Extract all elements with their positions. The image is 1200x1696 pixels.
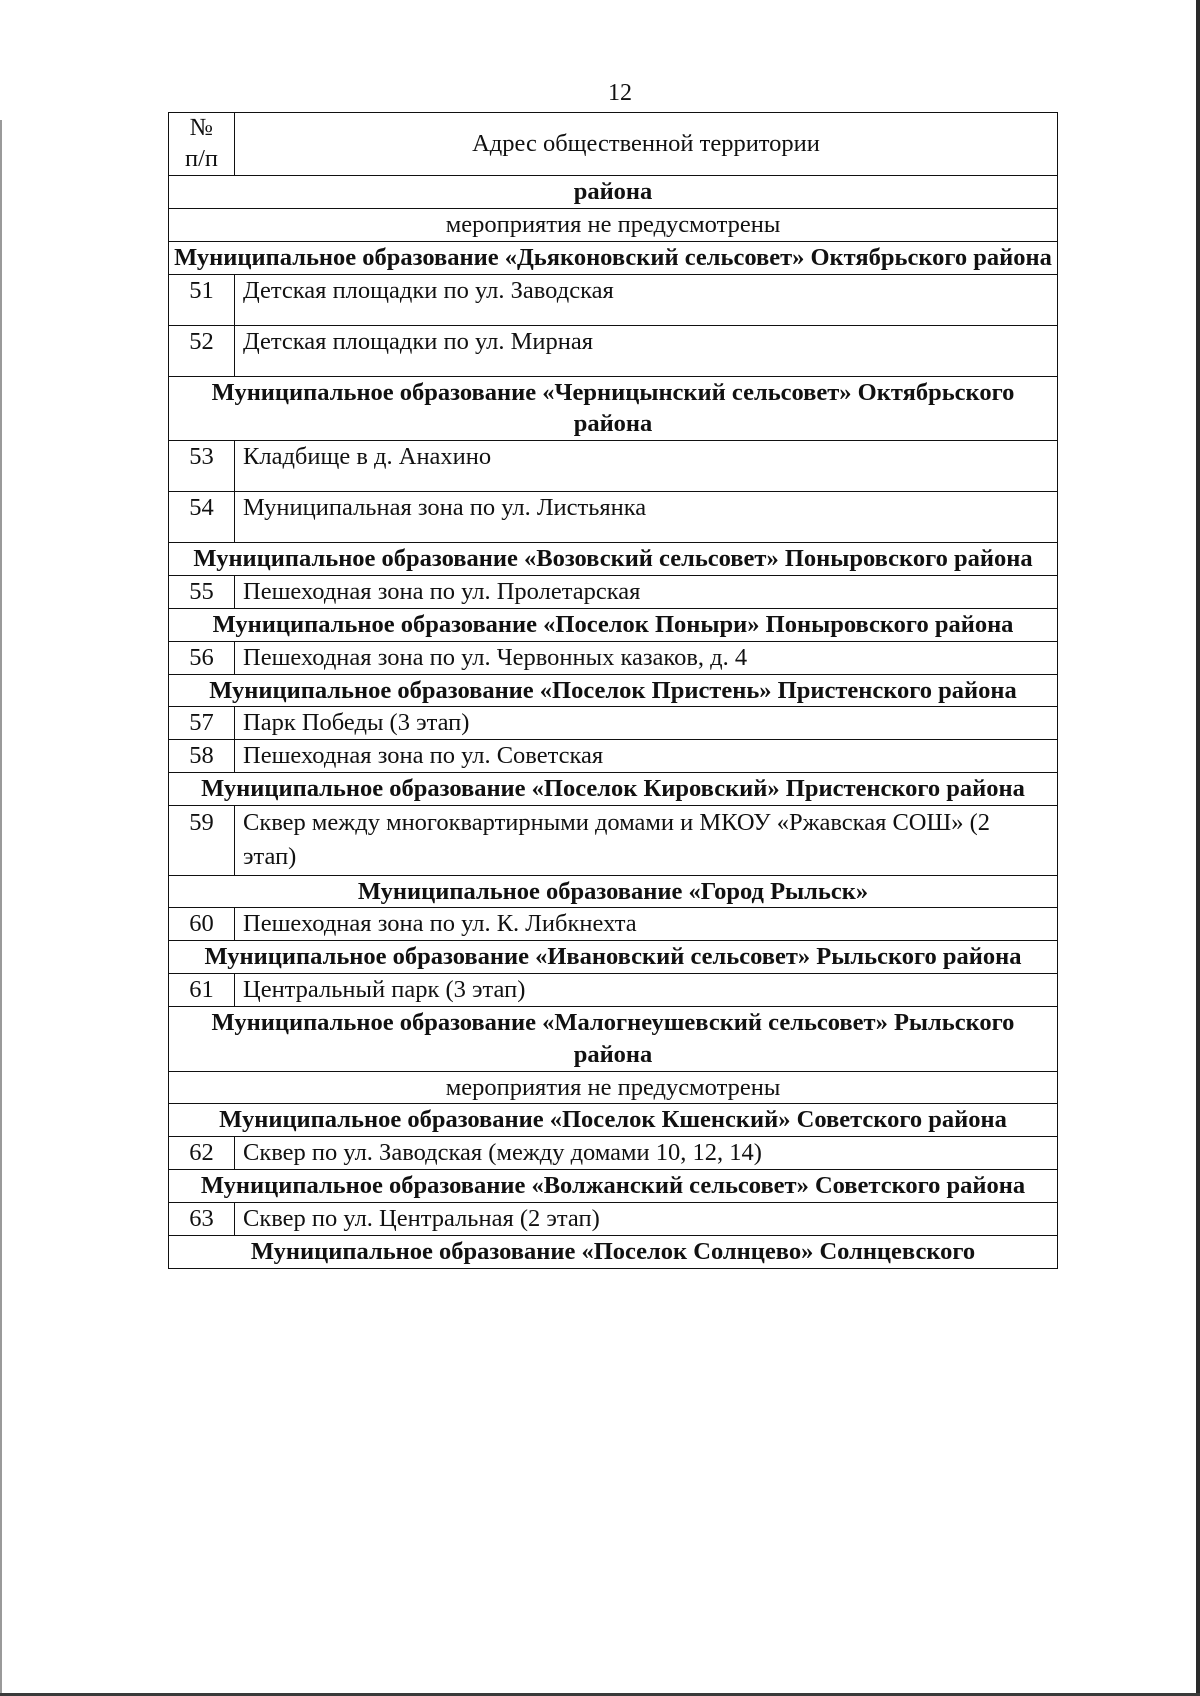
section-title: Муниципальное образование «Черницынский сельсовет» Октябрьского района	[169, 376, 1058, 441]
row-number: 51	[169, 274, 235, 325]
section-header-row	[169, 176, 1058, 209]
table-header-row	[169, 113, 1058, 176]
note-row	[169, 1071, 1058, 1104]
row-address: Пешеходная зона по ул. К. Либкнехта	[235, 908, 1058, 941]
row-number: 56	[169, 641, 235, 674]
table-row	[169, 492, 1058, 543]
section-title: Муниципальное образование «Малогнеушевский сельсовет» Рыльского района	[169, 1006, 1058, 1071]
note-text: мероприятия не предусмотрены	[169, 1071, 1058, 1104]
table-row	[169, 325, 1058, 376]
row-address: Пешеходная зона по ул. Советская	[235, 740, 1058, 773]
section-title: Муниципальное образование «Ивановский сельсовет» Рыльского района	[169, 941, 1058, 974]
note-text: мероприятия не предусмотрены	[169, 208, 1058, 241]
row-number: 57	[169, 707, 235, 740]
row-number: 54	[169, 492, 235, 543]
row-address: Пешеходная зона по ул. Пролетарская	[235, 576, 1058, 609]
section-title: Муниципальное образование «Город Рыльск»	[169, 875, 1058, 908]
row-address: Пешеходная зона по ул. Червонных казаков, д. 4	[235, 641, 1058, 674]
section-title: Муниципальное образование «Поселок Кировский» Пристенского района	[169, 773, 1058, 806]
note-row	[169, 208, 1058, 241]
row-address: Кладбище в д. Анахино	[235, 441, 1058, 492]
territories-table	[168, 112, 1058, 1269]
table-row	[169, 274, 1058, 325]
row-number: 58	[169, 740, 235, 773]
section-header-row	[169, 241, 1058, 274]
section-header-row	[169, 376, 1058, 441]
table-row	[169, 641, 1058, 674]
row-address: Муниципальная зона по ул. Листьянка	[235, 492, 1058, 543]
section-header-row	[169, 773, 1058, 806]
table-row	[169, 1137, 1058, 1170]
section-header-row	[169, 674, 1058, 707]
row-number: 53	[169, 441, 235, 492]
row-number: 60	[169, 908, 235, 941]
row-number: 62	[169, 1137, 235, 1170]
row-address: Сквер по ул. Заводская (между домами 10, 12, 14)	[235, 1137, 1058, 1170]
row-address: Центральный парк (3 этап)	[235, 974, 1058, 1007]
header-address-cell: Адрес общественной территории	[235, 113, 1058, 176]
table-row	[169, 1203, 1058, 1236]
row-address: Парк Победы (3 этап)	[235, 707, 1058, 740]
section-header-row	[169, 1006, 1058, 1071]
section-header-row	[169, 941, 1058, 974]
section-title: Муниципальное образование «Возовский сельсовет» Поныровского района	[169, 543, 1058, 576]
table-row	[169, 805, 1058, 875]
row-number: 55	[169, 576, 235, 609]
section-title: Муниципальное образование «Поселок Кшенский» Советского района	[169, 1104, 1058, 1137]
table-row	[169, 908, 1058, 941]
table-row	[169, 707, 1058, 740]
row-address: Детская площадки по ул. Мирная	[235, 325, 1058, 376]
section-header-row	[169, 875, 1058, 908]
section-header-row	[169, 1235, 1058, 1268]
page-number: 12	[608, 80, 632, 106]
row-address: Детская площадки по ул. Заводская	[235, 274, 1058, 325]
section-title: района	[169, 176, 1058, 209]
row-number: 63	[169, 1203, 235, 1236]
scan-edge	[0, 120, 2, 1696]
header-number-cell: № п/п	[169, 113, 235, 176]
section-title: Муниципальное образование «Поселок Поныри» Поныровского района	[169, 608, 1058, 641]
section-header-row	[169, 1104, 1058, 1137]
row-number: 59	[169, 805, 235, 875]
section-header-row	[169, 543, 1058, 576]
section-header-row	[169, 1170, 1058, 1203]
row-address: Сквер между многоквартирными домами и МКОУ «Ржавская СОШ» (2 этап)	[235, 805, 1058, 875]
table-row	[169, 576, 1058, 609]
section-title: Муниципальное образование «Поселок Солнцево» Солнцевского	[169, 1235, 1058, 1268]
row-number: 61	[169, 974, 235, 1007]
section-title: Муниципальное образование «Дьяконовский сельсовет» Октябрьского района	[169, 241, 1058, 274]
row-number: 52	[169, 325, 235, 376]
table-row	[169, 974, 1058, 1007]
scan-edge	[1196, 0, 1200, 1696]
section-title: Муниципальное образование «Поселок Пристень» Пристенского района	[169, 674, 1058, 707]
table-row	[169, 441, 1058, 492]
section-header-row	[169, 608, 1058, 641]
section-title: Муниципальное образование «Волжанский сельсовет» Советского района	[169, 1170, 1058, 1203]
row-address: Сквер по ул. Центральная (2 этап)	[235, 1203, 1058, 1236]
table-row	[169, 740, 1058, 773]
